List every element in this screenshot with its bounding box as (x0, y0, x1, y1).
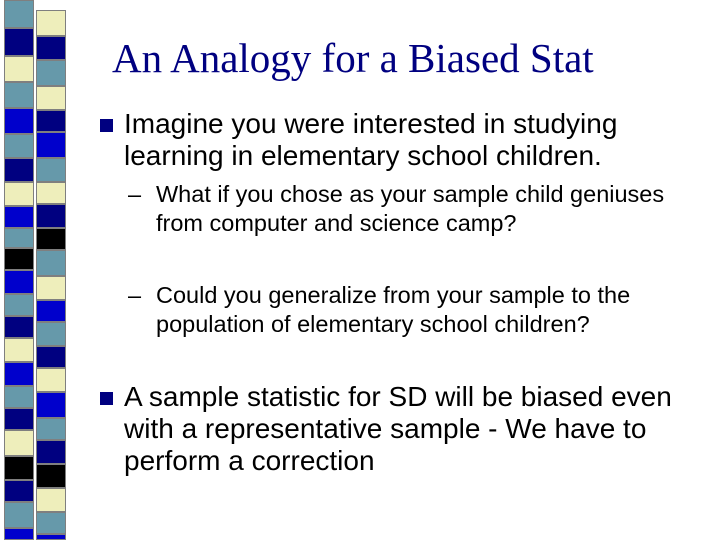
decorative-stripe (36, 322, 66, 346)
decorative-stripe (36, 512, 66, 534)
decorative-stripe (36, 464, 66, 488)
decorative-stripe (36, 204, 66, 228)
subbullet-item-1 (128, 180, 698, 238)
square-bullet-icon (100, 119, 113, 132)
decorative-stripe-bar (0, 0, 72, 540)
decorative-stripe (4, 134, 34, 158)
subbullet-item-2 (128, 281, 698, 339)
decorative-stripe (4, 456, 34, 480)
decorative-stripe (36, 86, 66, 110)
decorative-stripe (36, 228, 66, 250)
decorative-stripe (4, 430, 34, 456)
decorative-stripe (36, 346, 66, 368)
decorative-stripe (4, 82, 34, 108)
bullet-text: Imagine you were interested in studying learning in elementary school children. (124, 108, 618, 171)
subbullet-text: Could you generalize from your sample to the population of elementary school children? (156, 282, 631, 337)
decorative-stripe (4, 158, 34, 182)
decorative-stripe (4, 480, 34, 502)
decorative-stripe (4, 108, 34, 134)
bullet-item-2 (100, 381, 700, 477)
decorative-stripe (4, 248, 34, 270)
dash-marker: – (128, 181, 142, 207)
decorative-stripe (4, 294, 34, 316)
decorative-stripe (36, 440, 66, 464)
decorative-stripe (4, 338, 34, 362)
subbullet-text: What if you chose as your sample child geniuses from computer and science camp? (156, 181, 665, 236)
decorative-stripe (36, 300, 66, 322)
decorative-stripe (36, 368, 66, 392)
decorative-stripe (4, 408, 34, 430)
decorative-stripe (4, 362, 34, 386)
decorative-stripe (4, 0, 34, 28)
bullet-item-1 (100, 108, 700, 172)
decorative-stripe (36, 276, 66, 300)
decorative-stripe (36, 418, 66, 440)
bullet-text: A sample statistic for SD will be biased even with a representative sample - We have to perform a correction (124, 381, 672, 476)
decorative-stripe (4, 316, 34, 338)
decorative-stripe (4, 386, 34, 408)
decorative-stripe (36, 60, 66, 86)
dash-marker: – (128, 282, 142, 308)
decorative-stripe (36, 36, 66, 60)
decorative-stripe (4, 270, 34, 294)
decorative-stripe (36, 10, 66, 36)
decorative-stripe (4, 528, 34, 540)
decorative-stripe (36, 250, 66, 276)
decorative-stripe (4, 502, 34, 528)
decorative-stripe (4, 182, 34, 206)
decorative-stripe (36, 392, 66, 418)
decorative-stripe (36, 158, 66, 182)
square-bullet-icon (100, 392, 113, 405)
decorative-stripe (36, 110, 66, 132)
decorative-stripe (36, 182, 66, 204)
decorative-stripe (4, 228, 34, 248)
decorative-stripe (36, 534, 66, 540)
decorative-stripe (4, 56, 34, 82)
decorative-stripe (4, 206, 34, 228)
decorative-stripe (36, 488, 66, 512)
slide-title: An Analogy for a Biased Stat (112, 35, 594, 81)
decorative-stripe (36, 132, 66, 158)
decorative-stripe (4, 28, 34, 56)
